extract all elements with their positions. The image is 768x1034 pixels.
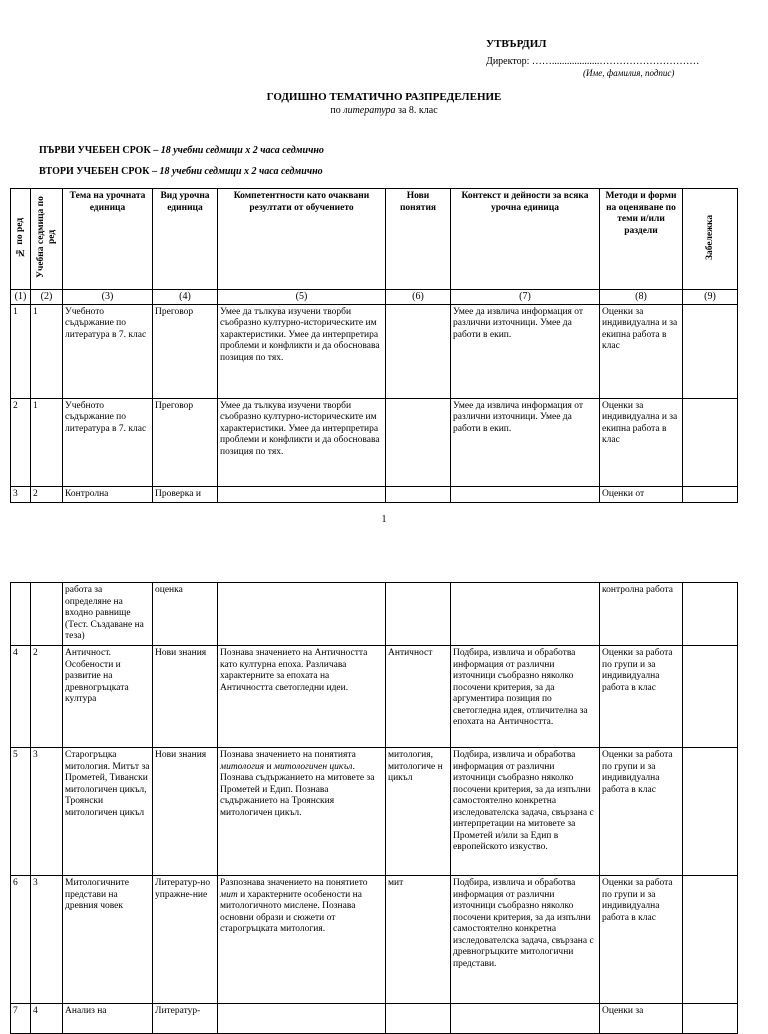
cell-concepts xyxy=(386,398,451,486)
column-number: (4) xyxy=(153,290,218,305)
cell-assessment: Оценки за индивидуална и за екипна работа в клас xyxy=(600,398,683,486)
cell-competences: Познава значението на Античността като културна епоха. Различава характерните за епохата на Античността светогледни идеи. xyxy=(218,646,386,748)
cell-no: 3 xyxy=(11,486,31,503)
table-row xyxy=(11,398,738,486)
cell-week xyxy=(31,583,63,646)
cell-context: Подбира, извлича и обработва информация от различни източници съобразно няколко посочени критерия, за да изпълни самостоятелно конкретна изследователска задача, свързана с интерпретации на митовете за Прометей и/или за Едип в европейското изкуство. xyxy=(451,748,600,876)
cell-assessment: Оценки за работа по групи и за индивидуална работа в клас xyxy=(600,748,683,876)
cell-topic: Анализ на xyxy=(63,1004,153,1034)
first-term-line: ПЪРВИ УЧЕБЕН СРОК – 18 учебни седмици х 2 часа седмично xyxy=(39,145,324,156)
cell-type: Литератур- xyxy=(153,1004,218,1034)
table-row xyxy=(11,646,738,748)
cell-note xyxy=(683,304,738,398)
cell-assessment: Оценки за работа по групи и за индивидуална работа в клас xyxy=(600,876,683,1004)
cell-type: Литератур-но упражне-ние xyxy=(153,876,218,1004)
cell-no: 2 xyxy=(11,398,31,486)
cell-no: 1 xyxy=(11,304,31,398)
header-cell-context: Контекст и дейности за всяка урочна единица xyxy=(451,189,600,290)
schedule-table-page-1 xyxy=(10,188,738,503)
column-number: (7) xyxy=(451,290,600,305)
approval-title: УТВЪРДИЛ xyxy=(486,38,547,50)
cell-topic: Контролна xyxy=(63,486,153,503)
cell-note xyxy=(683,398,738,486)
cell-concepts xyxy=(386,1004,451,1034)
table-row xyxy=(11,876,738,1004)
cell-context: Умее да извлича информация от различни източници. Умее да работи в екип. xyxy=(451,398,600,486)
cell-context: Подбира, извлича и обработва информация от различни източници съобразно няколко посочени критерия, за да изпълни самостоятелно конкретна изследователска задача, свързана с древногръцките митологични представи. xyxy=(451,876,600,1004)
cell-topic: Античност. Особености и развитие на древногръцката култура xyxy=(63,646,153,748)
table-row xyxy=(11,304,738,398)
schedule-table-page-2 xyxy=(10,582,738,1034)
column-number: (5) xyxy=(218,290,386,305)
header-cell-no: № по ред xyxy=(11,189,31,290)
cell-note xyxy=(683,748,738,876)
cell-type: Проверка и xyxy=(153,486,218,503)
cell-concepts xyxy=(386,486,451,503)
column-number: (3) xyxy=(63,290,153,305)
cell-week: 3 xyxy=(31,748,63,876)
header-cell-assessment: Методи и форми на оценяване по теми и/или раздели xyxy=(600,189,683,290)
cell-assessment: Оценки от xyxy=(600,486,683,503)
cell-competences xyxy=(218,1004,386,1034)
cell-topic: Старогръцка митология. Митът за Прометей, Тивански митологичен цикъл, Троянски митологичен цикъл xyxy=(63,748,153,876)
cell-type: Нови знания xyxy=(153,646,218,748)
cell-note xyxy=(683,646,738,748)
cell-competences xyxy=(218,486,386,503)
column-number: (6) xyxy=(386,290,451,305)
director-signature-line: Директор: ……...................………………………… xyxy=(486,56,700,67)
header-cell-concepts: Нови понятия xyxy=(386,189,451,290)
column-number-row xyxy=(11,290,738,305)
cell-competences: Умее да тълкува изучени творби съобразно културно-историческите им характеристики. Умее да интерпретира проблеми и конфликти и да обосновава позиция по тях. xyxy=(218,398,386,486)
cell-week: 3 xyxy=(31,876,63,1004)
cell-competences: Познава значението на понятията митология и митологичен цикъл. Познава съдържанието на митовете за Прометей и Едип. Познава съдържанието на Троянския митологичен цикъл. xyxy=(218,748,386,876)
cell-type: Нови знания xyxy=(153,748,218,876)
cell-context: Подбира, извлича и обработва информация от различни източници съобразно няколко посочени критерия, за да аргументира позиция по светогледна идея, отличителна за епохата на Античността. xyxy=(451,646,600,748)
cell-note xyxy=(683,876,738,1004)
cell-week: 2 xyxy=(31,646,63,748)
cell-assessment: Оценки за работа по групи и за индивидуална работа в клас xyxy=(600,646,683,748)
cell-assessment: Оценки за xyxy=(600,1004,683,1034)
cell-concepts: Античност xyxy=(386,646,451,748)
column-number: (2) xyxy=(31,290,63,305)
signature-note: (Име, фамилия, подпис) xyxy=(583,68,675,78)
page-number: 1 xyxy=(381,514,387,525)
cell-topic: работа за определяне на входно равнище (Тест. Създаване на теза) xyxy=(63,583,153,646)
table-row xyxy=(11,748,738,876)
cell-week: 2 xyxy=(31,486,63,503)
header-cell-type: Вид урочна единица xyxy=(153,189,218,290)
cell-context xyxy=(451,1004,600,1034)
cell-no xyxy=(11,583,31,646)
document-subtitle: по литература за 8. клас xyxy=(330,105,438,116)
cell-competences: Умее да тълкува изучени творби съобразно културно-историческите им характеристики. Умее да интерпретира проблеми и конфликти и да обосновава позиция по тях. xyxy=(218,304,386,398)
column-number: (8) xyxy=(600,290,683,305)
document-title: ГОДИШНО ТЕМАТИЧНО РАЗПРЕДЕЛЕНИЕ xyxy=(266,91,502,103)
cell-context xyxy=(451,583,600,646)
table-row xyxy=(11,583,738,646)
cell-concepts xyxy=(386,304,451,398)
cell-topic: Учебното съдържание по литература в 7. клас xyxy=(63,304,153,398)
cell-assessment: Оценки за индивидуална и за екипна работа в клас xyxy=(600,304,683,398)
cell-type: Преговор xyxy=(153,304,218,398)
table-row xyxy=(11,486,738,503)
cell-context: Умее да извлича информация от различни източници. Умее да работи в екип. xyxy=(451,304,600,398)
cell-concepts: мит xyxy=(386,876,451,1004)
cell-no: 5 xyxy=(11,748,31,876)
header-cell-note: Забележка xyxy=(683,189,738,290)
cell-concepts xyxy=(386,583,451,646)
cell-note xyxy=(683,486,738,503)
cell-topic: Учебното съдържание по литература в 7. клас xyxy=(63,398,153,486)
cell-note xyxy=(683,1004,738,1034)
column-number: (1) xyxy=(11,290,31,305)
header-cell-topic: Тема на урочната единица xyxy=(63,189,153,290)
cell-week: 1 xyxy=(31,398,63,486)
header-cell-week: Учебна седмица по ред xyxy=(31,189,63,290)
cell-type: оценка xyxy=(153,583,218,646)
cell-week: 4 xyxy=(31,1004,63,1034)
column-number: (9) xyxy=(683,290,738,305)
cell-week: 1 xyxy=(31,304,63,398)
cell-note xyxy=(683,583,738,646)
second-term-line: ВТОРИ УЧЕБЕН СРОК – 18 учебни седмици х 2 часа седмично xyxy=(39,166,323,177)
cell-assessment: контролна работа xyxy=(600,583,683,646)
cell-topic: Митологичните представи на древния човек xyxy=(63,876,153,1004)
cell-context xyxy=(451,486,600,503)
cell-type: Преговор xyxy=(153,398,218,486)
cell-concepts: митология, митологиче н цикъл xyxy=(386,748,451,876)
cell-no: 6 xyxy=(11,876,31,1004)
header-row xyxy=(11,189,738,290)
cell-no: 4 xyxy=(11,646,31,748)
table-row xyxy=(11,1004,738,1034)
cell-competences xyxy=(218,583,386,646)
header-cell-competences: Компетентности като очаквани резултати от обучението xyxy=(218,189,386,290)
cell-no: 7 xyxy=(11,1004,31,1034)
cell-competences: Разпознава значението на понятието мит и характерните особености на митологичното мислене. Познава основни образи и сюжети от старогръцката митология. xyxy=(218,876,386,1004)
